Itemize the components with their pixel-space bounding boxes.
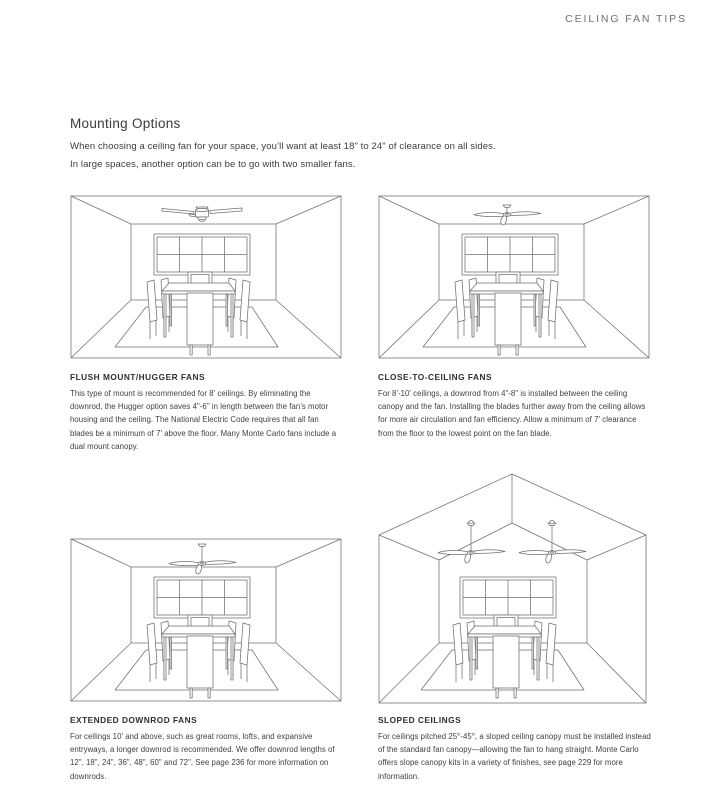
tip-title: EXTENDED DOWNROD FANS [70,715,198,725]
figure-flush-mount [70,195,342,359]
tip-title: FLUSH MOUNT/HUGGER FANS [70,372,206,382]
tip-flush-mount [70,195,342,473]
mounting-options-section [70,116,654,783]
room-with-extended-downrod-fan [70,536,342,704]
intro-line-1: When choosing a ceiling fan for your space, you’ll want at least 18" to 24" of clearance on all sides. [70,141,496,152]
tip-title: CLOSE-TO-CEILING FANS [378,372,493,382]
tips-grid [70,195,654,783]
tip-body: For ceilings 10' and above, such as great rooms, lofts, and expansive entryways, a longer downrod is recommended. We offer downrod lengths of 12", 18", 24", 36", 48", 60" and 72". See page 236 for more information on downrods. [70,732,335,781]
figure-sloped-ceilings [378,473,650,704]
intro-line-2: In large spaces, another option can be to go with two smaller fans. [70,159,356,170]
tip-extended-downrod [70,473,342,783]
room-with-sloped-ceiling-fans [378,473,647,704]
tip-sloped-ceilings [378,473,650,783]
tip-title: SLOPED CEILINGS [378,715,462,725]
tip-body: This type of mount is recommended for 8' ceilings. By eliminating the downrod, the Hugger option saves 4"-6" in length between the fan’s motor housing and the ceiling. The National Electric Code requires that all fan blades be a minimum of 7' above the floor. Many Monte Carlo fans include a dual mount canopy. [70,389,337,451]
tip-body: For 8'-10' ceilings, a downrod from 4"-8" is installed between the ceiling canopy and the fan. Installing the blades further away from the ceiling allows for more air circulation and fan efficiency. Allow a minimum of 7' clearance from the floor to the lowest point on the fan blade. [378,389,646,438]
room-with-flush-mount-fan [70,195,342,359]
tip-body: For ceilings pitched 25°-45°, a sloped ceiling canopy must be installed instead of the standard fan canopy—allowing the fan to hang straight. Monte Carlo offers slope canopy kits in a variety of finishes, see page 229 for more information. [378,732,651,781]
figure-extended-downrod [70,473,342,704]
tip-close-to-ceiling [378,195,650,473]
page-title: CEILING FAN TIPS [565,13,687,25]
section-title: Mounting Options [70,116,181,131]
figure-close-to-ceiling [378,195,650,359]
section-intro [70,138,654,174]
room-with-close-to-ceiling-fan [378,195,650,359]
